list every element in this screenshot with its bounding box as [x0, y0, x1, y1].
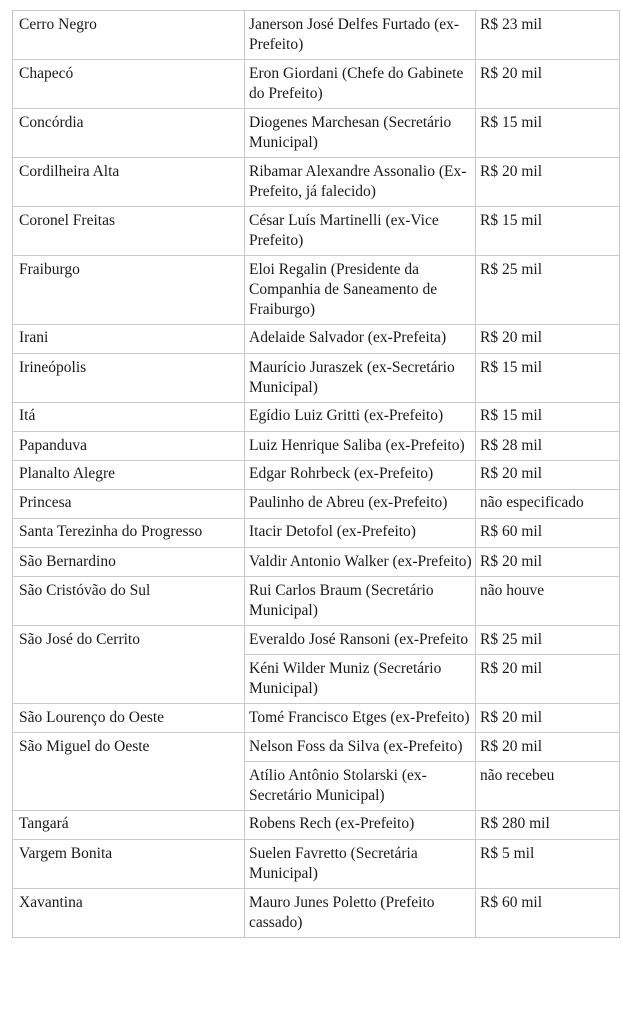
table-row [13, 432, 620, 461]
table-row [13, 60, 620, 109]
table-row [13, 548, 620, 577]
valor-cell: R$ 20 mil [476, 325, 620, 354]
municipio-cell: Itá [13, 403, 245, 432]
table-row [13, 109, 620, 158]
table-row [13, 840, 620, 889]
table-row [13, 626, 620, 655]
municipio-cell: São Bernardino [13, 548, 245, 577]
valor-cell: R$ 60 mil [476, 889, 620, 938]
table-row [13, 733, 620, 762]
municipio-cell: Cerro Negro [13, 11, 245, 60]
municipio-cell: São José do Cerrito [13, 626, 245, 704]
municipio-cell: Tangará [13, 811, 245, 840]
valor-cell: R$ 60 mil [476, 519, 620, 548]
table-row [13, 519, 620, 548]
table-row [13, 354, 620, 403]
table-row [13, 403, 620, 432]
nome-cell: Edgar Rohrbeck (ex-Prefeito) [245, 461, 476, 490]
municipio-cell: Chapecó [13, 60, 245, 109]
municipio-cell: Irineópolis [13, 354, 245, 403]
nome-cell: Egídio Luiz Gritti (ex-Prefeito) [245, 403, 476, 432]
nome-cell: Janerson José Delfes Furtado (ex-Prefeito) [245, 11, 476, 60]
municipio-cell: São Miguel do Oeste [13, 733, 245, 811]
table-row [13, 461, 620, 490]
nome-cell: Diogenes Marchesan (Secretário Municipal) [245, 109, 476, 158]
valor-cell: R$ 20 mil [476, 655, 620, 704]
nome-cell: Eloi Regalin (Presidente da Companhia de Saneamento de Fraiburgo) [245, 256, 476, 325]
municipio-cell: Princesa [13, 490, 245, 519]
nome-cell: Paulinho de Abreu (ex-Prefeito) [245, 490, 476, 519]
nome-cell: Atílio Antônio Stolarski (ex-Secretário Municipal) [245, 762, 476, 811]
municipio-cell: São Lourenço do Oeste [13, 704, 245, 733]
municipio-cell: Xavantina [13, 889, 245, 938]
nome-cell: Kéni Wilder Muniz (Secretário Municipal) [245, 655, 476, 704]
valor-cell: R$ 15 mil [476, 109, 620, 158]
nome-cell: César Luís Martinelli (ex-Vice Prefeito) [245, 207, 476, 256]
nome-cell: Rui Carlos Braum (Secretário Municipal) [245, 577, 476, 626]
nome-cell: Adelaide Salvador (ex-Prefeita) [245, 325, 476, 354]
valor-cell: R$ 20 mil [476, 548, 620, 577]
municipio-cell: Cordilheira Alta [13, 158, 245, 207]
municipio-cell: Santa Terezinha do Progresso [13, 519, 245, 548]
valor-cell: R$ 20 mil [476, 60, 620, 109]
nome-cell: Valdir Antonio Walker (ex-Prefeito) [245, 548, 476, 577]
nome-cell: Nelson Foss da Silva (ex-Prefeito) [245, 733, 476, 762]
table-row [13, 325, 620, 354]
table-row [13, 207, 620, 256]
table-row [13, 158, 620, 207]
municipio-cell: Vargem Bonita [13, 840, 245, 889]
valor-cell: não houve [476, 577, 620, 626]
nome-cell: Robens Rech (ex-Prefeito) [245, 811, 476, 840]
table-row [13, 704, 620, 733]
municipio-cell: Fraiburgo [13, 256, 245, 325]
nome-cell: Maurício Juraszek (ex-Secretário Municipal) [245, 354, 476, 403]
nome-cell: Itacir Detofol (ex-Prefeito) [245, 519, 476, 548]
valor-cell: R$ 15 mil [476, 354, 620, 403]
nome-cell: Everaldo José Ransoni (ex-Prefeito [245, 626, 476, 655]
table-row [13, 490, 620, 519]
valor-cell: R$ 28 mil [476, 432, 620, 461]
table-row [13, 11, 620, 60]
valor-cell: R$ 280 mil [476, 811, 620, 840]
valor-cell: não especificado [476, 490, 620, 519]
valor-cell: R$ 25 mil [476, 256, 620, 325]
valor-cell: R$ 5 mil [476, 840, 620, 889]
valor-cell: R$ 15 mil [476, 207, 620, 256]
municipio-cell: Irani [13, 325, 245, 354]
table-row [13, 256, 620, 325]
valor-cell: R$ 15 mil [476, 403, 620, 432]
table-row [13, 811, 620, 840]
municipio-cell: Papanduva [13, 432, 245, 461]
nome-cell: Ribamar Alexandre Assonalio (Ex-Prefeito, já falecido) [245, 158, 476, 207]
municipio-cell: Planalto Alegre [13, 461, 245, 490]
nome-cell: Suelen Favretto (Secretária Municipal) [245, 840, 476, 889]
nome-cell: Tomé Francisco Etges (ex-Prefeito) [245, 704, 476, 733]
valor-cell: não recebeu [476, 762, 620, 811]
municipio-cell: São Cristóvão do Sul [13, 577, 245, 626]
table-row [13, 889, 620, 938]
valor-cell: R$ 20 mil [476, 158, 620, 207]
nome-cell: Mauro Junes Poletto (Prefeito cassado) [245, 889, 476, 938]
table-row [13, 577, 620, 626]
valor-cell: R$ 20 mil [476, 461, 620, 490]
valor-cell: R$ 20 mil [476, 704, 620, 733]
nome-cell: Luiz Henrique Saliba (ex-Prefeito) [245, 432, 476, 461]
municipio-cell: Coronel Freitas [13, 207, 245, 256]
municipio-cell: Concórdia [13, 109, 245, 158]
nome-cell: Eron Giordani (Chefe do Gabinete do Prefeito) [245, 60, 476, 109]
valor-cell: R$ 25 mil [476, 626, 620, 655]
valor-cell: R$ 20 mil [476, 733, 620, 762]
payments-table [12, 10, 620, 938]
valor-cell: R$ 23 mil [476, 11, 620, 60]
